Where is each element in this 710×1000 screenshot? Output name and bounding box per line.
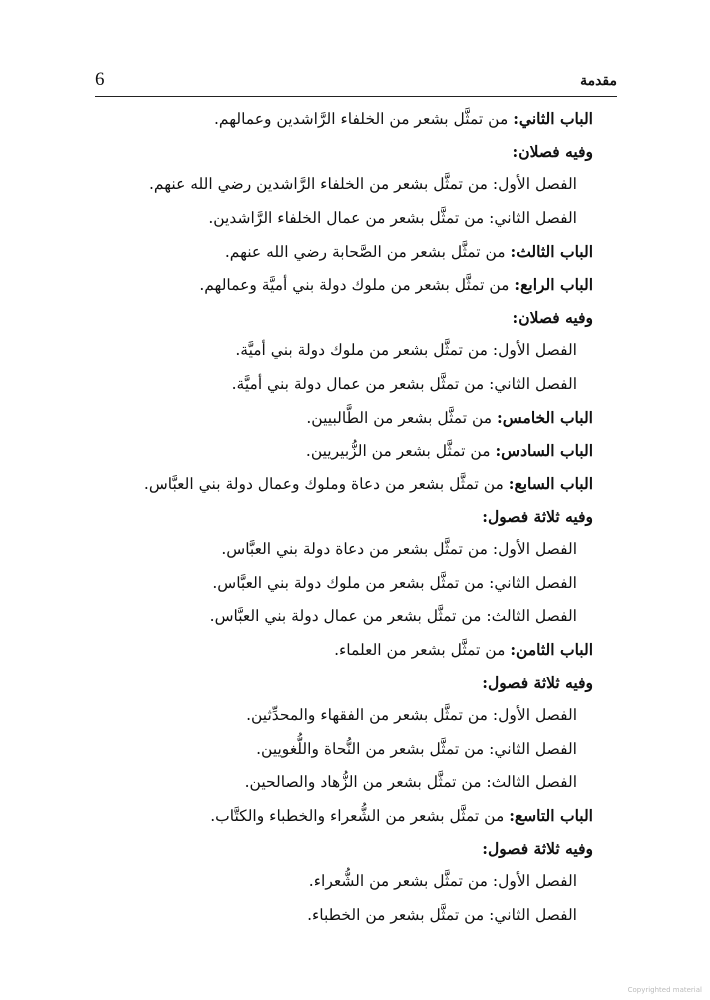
line-lead: الباب الثاني: (513, 109, 593, 128)
chapter-line (95, 401, 593, 434)
chapter-line (95, 467, 593, 500)
section-line (95, 899, 593, 932)
line-lead: الباب السادس: (495, 440, 593, 460)
chapter-line (95, 799, 593, 832)
line-text: الفصل الثاني: من تمثَّل بشعر من عمال الخلفاء الرَّاشدين. (208, 208, 577, 227)
line-lead: الباب السابع: (508, 474, 593, 494)
section-line (95, 567, 593, 600)
line-text: الفصل الثاني: من تمثَّل بشعر من النُّحاة واللُّغويين. (256, 739, 577, 758)
line-lead: الباب التاسع: (509, 805, 593, 825)
section-line (95, 202, 593, 235)
chapter-line (95, 268, 593, 301)
line-text: الفصل الثالث: من تمثَّل بشعر من الزُّهاد والصالحين. (244, 772, 577, 791)
line-lead: وفيه فصلان: (512, 142, 593, 162)
chapter-line (95, 301, 593, 334)
line-text: من تمثَّل بشعر من ملوك دولة بني أميَّة وعمالهم. (199, 275, 515, 294)
line-text: من تمثَّل بشعر من الصَّحابة رضي الله عنهم. (224, 242, 511, 261)
section-line (95, 533, 593, 566)
chapter-line (95, 235, 593, 268)
section-line (95, 168, 593, 201)
chapter-line (95, 434, 593, 467)
line-text: الفصل الثاني: من تمثَّل بشعر من الخطباء. (307, 905, 577, 924)
line-lead: الباب الخامس: (497, 407, 593, 427)
line-lead: الباب الثامن: (510, 640, 593, 659)
section-line (95, 600, 593, 633)
line-text: الفصل الأول: من تمثَّل بشعر من الخلفاء الرَّاشدين رضي الله عنهم. (149, 175, 577, 194)
line-lead: وفيه فصلان: (512, 308, 593, 328)
line-lead: وفيه ثلاثة فصول: (482, 507, 593, 527)
line-text: من تمثَّل بشعر من الشُّعراء والخطباء والكتَّاب. (210, 806, 510, 825)
line-text: الفصل الأول: من تمثَّل بشعر من الشُّعراء. (308, 872, 577, 891)
line-lead: وفيه ثلاثة فصول: (482, 839, 593, 859)
section-line (95, 368, 593, 401)
page-header (95, 68, 617, 96)
line-text: من تمثَّل بشعر من الطَّالبيين. (306, 408, 498, 427)
chapter-line (95, 666, 593, 699)
chapter-outline (95, 102, 593, 932)
section-line (95, 733, 593, 766)
line-text: الفصل الثاني: من تمثَّل بشعر من ملوك دولة بني العبَّاس. (212, 573, 577, 592)
chapter-line (95, 832, 593, 865)
line-text: من تمثَّل بشعر من العلماء. (334, 641, 511, 659)
line-text: الفصل الأول: من تمثَّل بشعر من الفقهاء والمحدِّثين. (246, 706, 577, 725)
page-number: 6 (95, 69, 105, 90)
chapter-line (95, 500, 593, 533)
section-line (95, 699, 593, 732)
line-lead: وفيه ثلاثة فصول: (482, 673, 593, 693)
line-text: الفصل الثالث: من تمثَّل بشعر من عمال دولة بني العبَّاس. (209, 606, 577, 625)
line-text: الفصل الثاني: من تمثَّل بشعر من عمال دولة بني أميَّة. (231, 374, 577, 393)
section-line (95, 334, 593, 367)
chapter-line (95, 102, 593, 135)
line-text: من تمثَّل بشعر من دعاة وملوك وعمال دولة بني العبَّاس. (143, 475, 509, 494)
running-title: مقدمة (580, 73, 617, 89)
header-rule (95, 96, 617, 97)
section-line (95, 766, 593, 799)
line-text: الفصل الأول: من تمثَّل بشعر من دعاة دولة بني العبَّاس. (221, 540, 577, 559)
line-lead: الباب الرابع: (514, 274, 593, 294)
line-text: من تمثَّل بشعر من الزُّبيريين. (305, 441, 496, 460)
line-text: من تمثَّل بشعر من الخلفاء الرَّاشدين وعمالهم. (213, 110, 514, 128)
section-line (95, 865, 593, 898)
copyright-watermark: Copyrighted material (627, 986, 702, 994)
chapter-line (95, 135, 593, 168)
line-text: الفصل الأول: من تمثَّل بشعر من ملوك دولة بني أميَّة. (235, 341, 577, 360)
line-lead: الباب الثالث: (510, 241, 593, 261)
chapter-line (95, 633, 593, 666)
